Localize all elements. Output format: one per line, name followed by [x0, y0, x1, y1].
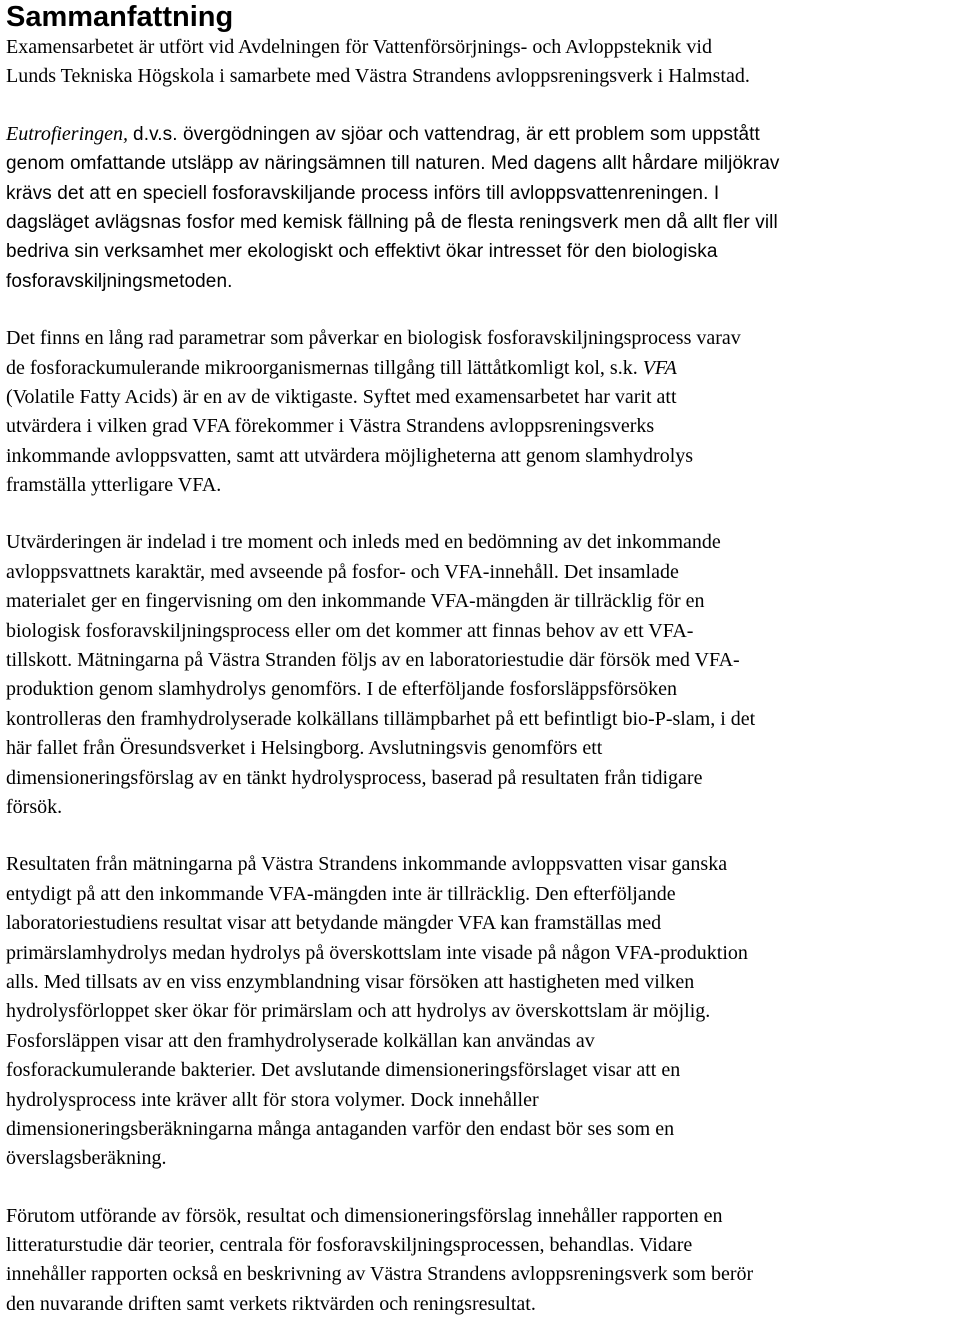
text-line: avloppsvattnets karaktär, med avseende på fosfor- och VFA-innehåll. Det insamlade — [6, 560, 679, 583]
text-line: Lunds Tekniska Högskola i samarbete med Västra Strandens avloppsreningsverk i Halmstad. — [6, 65, 750, 88]
text-line: produktion genom slamhydrolys genomförs. I de efterföljande fosforsläppsförsöken — [6, 678, 677, 701]
paragraph-report-content — [6, 1202, 958, 1320]
text-line: den nuvarande driften samt verkets riktvärden och reningsresultat. — [6, 1292, 536, 1315]
text-run: Eutrofieringen, — [6, 122, 134, 145]
text-line: här fallet från Öresundsverket i Helsingborg. Avslutningsvis genomförs ett — [6, 737, 603, 760]
text-line: entydigt på att den inkommande VFA-mängden inte är tillräcklig. Den efterföljande — [6, 882, 676, 905]
text-line: utvärdera i vilken grad VFA förekommer i Västra Strandens avloppsreningsverks — [6, 415, 655, 438]
paragraph-gap — [6, 92, 958, 120]
text-line: kontrolleras den framhydrolyserade kolkällans tillämpbarhet på ett befintligt bio-P-slam, i det — [6, 707, 756, 730]
paragraph-parameters — [6, 324, 958, 500]
text-line: hydrolysförloppet sker ökar för primärslam och att hydrolys av överskottslam är möjlig. — [6, 1000, 711, 1023]
text-line: fosforavskiljningsmetoden. — [6, 270, 233, 292]
text-line: dimensioneringsberäkningarna många antaganden varför den endast bör ses som en — [6, 1117, 675, 1140]
text-line: materialet ger en fingervisning om den inkommande VFA-mängden är tillräcklig för en — [6, 590, 705, 613]
paragraph-gap — [6, 296, 958, 324]
text-line: inkommande avloppsvatten, samt att utvärdera möjligheterna att genom slamhydrolys — [6, 444, 694, 467]
text-line: genom omfattande utsläpp av näringsämnen till naturen. Med dagens allt hårdare miljökrav — [6, 153, 780, 175]
text-line: bedriva sin verksamhet mer ekologiskt och effektivt ökar intresset för den biologiska — [6, 241, 718, 263]
text-line: innehåller rapporten också en beskrivning av Västra Strandens avloppsreningsverk som berör — [6, 1263, 754, 1286]
text-line: biologisk fosforavskiljningsprocess eller om det kommer att finnas behov av ett VFA- — [6, 619, 694, 642]
text-line — [6, 354, 958, 383]
text-line: (Volatile Fatty Acids) är en av de viktigaste. Syftet med examensarbetet har varit att — [6, 385, 677, 408]
text-line: dimensioneringsförslag av en tänkt hydrolysprocess, baserad på resultaten från tidigare — [6, 766, 703, 789]
paragraph-results — [6, 850, 958, 1173]
text-line: Utvärderingen är indelad i tre moment och inleds med en bedömning av det inkommande — [6, 531, 721, 554]
text-line: krävs det att en speciell fosforavskiljande process införs till avloppsvattenreningen. I — [6, 182, 720, 204]
text-run: VFA — [642, 356, 677, 379]
document-page — [6, 0, 958, 1319]
text-line: tillskott. Mätningarna på Västra Stranden följs av en laboratoriestudie där försök med VFA- — [6, 649, 740, 672]
text-line: fosforackumulerande bakterier. Det avslutande dimensioneringsförslaget visar att en — [6, 1059, 681, 1082]
text-run: de fosforackumulerande mikroorganismernas tillgång till lättåtkomligt kol, s.k. — [6, 356, 643, 379]
text-line: Det finns en lång rad parametrar som påverkar en biologisk fosforavskiljningsprocess varav — [6, 327, 741, 350]
text-line: överslagsberäkning. — [6, 1147, 167, 1170]
text-line: primärslamhydrolys medan hydrolys på överskottslam inte visade på någon VFA-produktion — [6, 941, 748, 964]
text-line: litteraturstudie där teorier, centrala för fosforavskiljningsprocessen, behandlas. Vidare — [6, 1234, 693, 1257]
text-line — [6, 120, 958, 149]
section-heading: Sammanfattning — [6, 1, 234, 33]
text-line: Fosforsläppen visar att den framhydrolyserade kolkällan kan användas av — [6, 1029, 595, 1052]
paragraph-gap — [6, 500, 958, 528]
text-line: hydrolysprocess inte kräver allt för stora volymer. Dock innehåller — [6, 1088, 539, 1111]
text-line: alls. Med tillsats av en viss enzymblandning visar försöken att hastigheten med vilken — [6, 970, 695, 993]
text-line: laboratoriestudiens resultat visar att betydande mängder VFA kan framställas med — [6, 912, 662, 935]
paragraph-evaluation — [6, 528, 958, 822]
text-line: försök. — [6, 795, 63, 818]
text-run: d.v.s. övergödningen av sjöar och vattendrag, är ett problem som uppstått — [133, 123, 760, 145]
text-line: Examensarbetet är utfört vid Avdelningen för Vattenförsörjnings- och Avloppsteknik vid — [6, 36, 712, 58]
text-line: framställa ytterligare VFA. — [6, 474, 222, 497]
text-line: Förutom utförande av försök, resultat och dimensioneringsförslag innehåller rapporten en — [6, 1204, 723, 1227]
intro-paragraph — [6, 33, 958, 92]
paragraph-gap — [6, 822, 958, 850]
text-line: dagsläget avlägsnas fosfor med kemisk fällning på de flesta reningsverk men då allt fler vill — [6, 211, 778, 233]
paragraph-gap — [6, 1174, 958, 1202]
paragraph-eutrophication — [6, 120, 958, 296]
text-line: Resultaten från mätningarna på Västra Strandens inkommande avloppsvatten visar ganska — [6, 853, 728, 876]
